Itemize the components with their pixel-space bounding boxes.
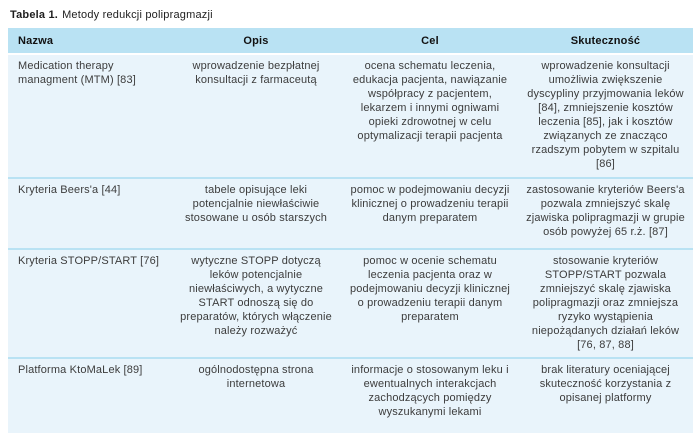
cell-nazwa: Medication therapy managment (MTM) [83] xyxy=(18,60,136,86)
cell-cel: pomoc w podejmowaniu decyzji klinicznej o prowadzeniu terapii danym preparatem xyxy=(350,184,510,224)
column-header-cel: Cel xyxy=(421,34,439,47)
table-caption-label: Tabela 1. xyxy=(10,9,59,21)
cell-skutecznosc: stosowanie kryteriów STOPP/START pozwala zmniejszyć skalę zjawiska polipragmazji oraz zmniejsza ryzyko wystąpienia niepożądanych działań leków [76, 87, 88] xyxy=(531,255,680,351)
cell-opis: wprowadzenie bezpłatnej konsultacji z farmaceutą xyxy=(192,60,320,86)
cell-opis: wytyczne STOPP dotyczą leków potencjalnie niewłaściwych, a wytyczne START odnoszą się do preparatów, których włączenie należy rozważyć xyxy=(180,255,332,337)
cell-skutecznosc: zastosowanie kryteriów Beers'a pozwala zmniejszyć skalę zjawiska polipragmazji w grupie osób powyżej 65 r.ż. [87] xyxy=(526,184,685,238)
table-header-row xyxy=(8,28,693,55)
cell-nazwa: Kryteria STOPP/START [76] xyxy=(18,255,160,267)
data-table xyxy=(8,28,693,433)
column-header-skutecznosc: Skuteczność xyxy=(570,34,641,47)
table-row xyxy=(8,357,693,433)
cell-nazwa: Platforma KtoMaLek [89] xyxy=(18,363,143,376)
cell-nazwa: Kryteria Beers'a [44] xyxy=(18,184,121,196)
table-row xyxy=(8,248,693,357)
cell-skutecznosc: brak literatury oceniającej skuteczność korzystania z opisanej platformy xyxy=(539,363,672,404)
cell-opis: tabele opisujące leki potencjalnie niewłaściwie stosowane u osób starszych xyxy=(184,184,328,224)
cell-cel: informacje o stosowanym leku i ewentualnych interakcjach zachodzących pomiędzy wyszukanymi lekami xyxy=(351,363,509,418)
cell-opis: ogólnodostępna strona internetowa xyxy=(198,363,314,390)
cell-cel: pomoc w ocenie schematu leczenia pacjenta oraz w podejmowaniu decyzji klinicznej o prowadzeniu terapii danym preparatem xyxy=(350,255,510,323)
column-header-nazwa: Nazwa xyxy=(18,34,54,47)
cell-cel: ocena schematu leczenia, edukacja pacjenta, nawiązanie współpracy z pacjentem, lekarzem i innymi ogniwami opieki zdrowotnej w celu optymalizacji terapii pacjenta xyxy=(352,60,508,142)
table-caption-text: Metody redukcji polipragmazji xyxy=(62,9,213,21)
column-header-opis: Opis xyxy=(243,34,269,47)
cell-skutecznosc: wprowadzenie konsultacji umożliwia zwiększenie dyscypliny przyjmowania leków [84], zmniejszenie kosztów leczenia [85], jak i kosztów związanych ze znacząco rzadszym pobytem w szpitalu [86] xyxy=(527,60,684,170)
table-row xyxy=(8,177,693,248)
table-caption xyxy=(0,0,700,21)
table-row xyxy=(8,55,693,177)
